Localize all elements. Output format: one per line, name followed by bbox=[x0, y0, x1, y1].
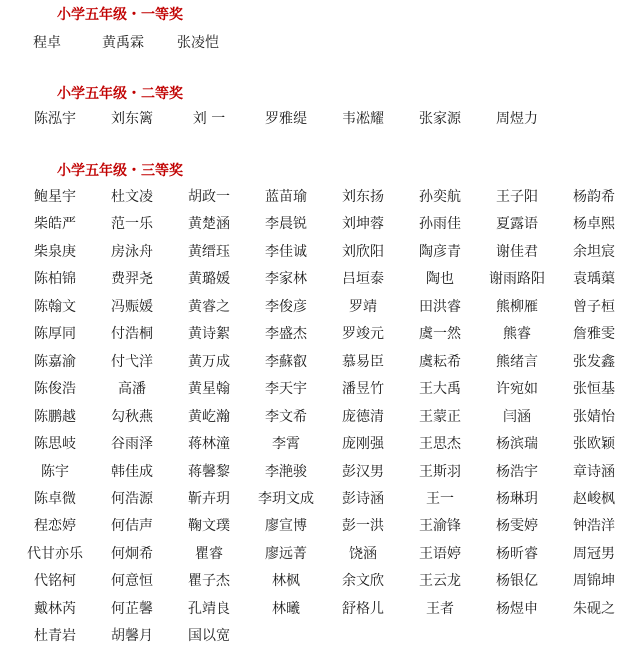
winner-name: 李盛杰 bbox=[265, 326, 307, 342]
winner-name: 黄星翰 bbox=[188, 381, 230, 397]
winner-name: 黄诗絮 bbox=[188, 326, 230, 342]
winner-name: 何芷馨 bbox=[111, 601, 153, 617]
winner-name: 林枫 bbox=[272, 573, 300, 589]
winner-name: 慕易臣 bbox=[342, 354, 384, 370]
winner-name: 代甘亦乐 bbox=[27, 546, 83, 562]
winner-name: 陈宇 bbox=[41, 464, 69, 480]
winner-name: 付弋洋 bbox=[111, 354, 153, 370]
winner-name: 胡政一 bbox=[188, 189, 230, 205]
winner-name: 柴泉庚 bbox=[34, 244, 76, 260]
winner-name: 李滟骏 bbox=[265, 464, 307, 480]
winner-name: 蒋馨黎 bbox=[188, 464, 230, 480]
winner-name: 李文希 bbox=[265, 409, 307, 425]
winner-name: 孔靖良 bbox=[188, 601, 230, 617]
winner-name: 罗雅缇 bbox=[265, 111, 307, 127]
winner-name: 李家林 bbox=[265, 271, 307, 287]
winner-name: 黄楚涵 bbox=[188, 216, 230, 232]
name-row bbox=[0, 108, 594, 130]
winner-name: 何炯希 bbox=[111, 546, 153, 562]
winner-name: 杨滨瑞 bbox=[496, 436, 538, 452]
winner-name: 冯赈媛 bbox=[111, 299, 153, 315]
winner-name: 陈鹏越 bbox=[34, 409, 76, 425]
name-row bbox=[0, 268, 615, 290]
name-row bbox=[0, 296, 615, 318]
winner-name: 杨煜申 bbox=[496, 601, 538, 617]
winner-name: 孙雨佳 bbox=[419, 216, 461, 232]
winner-name: 杨雯婷 bbox=[496, 518, 538, 534]
winner-name: 王云龙 bbox=[419, 573, 461, 589]
winner-name: 李佳诚 bbox=[265, 244, 307, 260]
name-row bbox=[0, 625, 594, 647]
winner-name: 李霄 bbox=[272, 436, 300, 452]
winner-name: 李俊彦 bbox=[265, 299, 307, 315]
winner-name: 王思杰 bbox=[419, 436, 461, 452]
winner-name: 费羿尧 bbox=[111, 271, 153, 287]
winner-name: 国以宽 bbox=[188, 628, 230, 644]
winner-name: 张凌恺 bbox=[177, 35, 219, 51]
name-row bbox=[0, 241, 615, 263]
winner-name: 饶涵 bbox=[349, 546, 377, 562]
winner-name: 代铭柯 bbox=[34, 573, 76, 589]
winner-name: 杨琳玥 bbox=[496, 491, 538, 507]
winner-name: 陶也 bbox=[426, 271, 454, 287]
winner-name: 庞刚强 bbox=[342, 436, 384, 452]
name-row bbox=[0, 378, 615, 400]
winner-name: 靳卉玥 bbox=[188, 491, 230, 507]
winner-name: 黄睿之 bbox=[188, 299, 230, 315]
winner-name: 詹雅雯 bbox=[573, 326, 615, 342]
name-row bbox=[0, 461, 615, 483]
winner-name: 林曦 bbox=[272, 601, 300, 617]
winner-name: 彭一洪 bbox=[342, 518, 384, 534]
winner-name: 陈翰文 bbox=[34, 299, 76, 315]
winner-name: 谢雨路阳 bbox=[489, 271, 545, 287]
section-title-second-prize: 小学五年级・二等奖 bbox=[57, 86, 183, 102]
winner-name: 陈思岐 bbox=[34, 436, 76, 452]
winner-name: 袁瑀蕖 bbox=[573, 271, 615, 287]
winner-name: 舒格儿 bbox=[342, 601, 384, 617]
winner-name: 蓝苗瑜 bbox=[265, 189, 307, 205]
winner-name: 刘 一 bbox=[192, 111, 226, 127]
winner-name: 陈俊浩 bbox=[34, 381, 76, 397]
winner-name: 周锦坤 bbox=[573, 573, 615, 589]
section-title-third-prize: 小学五年级・三等奖 bbox=[57, 163, 183, 179]
name-row bbox=[0, 570, 615, 592]
name-row bbox=[0, 32, 594, 54]
winner-name: 潘昱竹 bbox=[342, 381, 384, 397]
winner-name: 瞿睿 bbox=[195, 546, 223, 562]
winner-name: 廖远菁 bbox=[265, 546, 307, 562]
winner-name: 李玥文成 bbox=[258, 491, 314, 507]
winner-name: 何浩源 bbox=[111, 491, 153, 507]
winner-name: 陈嘉渝 bbox=[34, 354, 76, 370]
winner-name: 何意恒 bbox=[111, 573, 153, 589]
winner-name: 彭诗涵 bbox=[342, 491, 384, 507]
winner-name: 黄璐媛 bbox=[188, 271, 230, 287]
winner-name: 黄屹瀚 bbox=[188, 409, 230, 425]
winner-name: 李晨锐 bbox=[265, 216, 307, 232]
winner-name: 勾秋燕 bbox=[111, 409, 153, 425]
winner-name: 赵峻枫 bbox=[573, 491, 615, 507]
winner-name: 廖宣博 bbox=[265, 518, 307, 534]
winner-name: 张婧怡 bbox=[573, 409, 615, 425]
winner-name: 陈柏锦 bbox=[34, 271, 76, 287]
winner-name: 周煜力 bbox=[496, 111, 538, 127]
winner-name: 张恒基 bbox=[573, 381, 615, 397]
winner-name: 刘东篱 bbox=[111, 111, 153, 127]
winner-name: 李天宇 bbox=[265, 381, 307, 397]
name-row bbox=[0, 186, 615, 208]
winner-name: 陈厚同 bbox=[34, 326, 76, 342]
winner-name: 李蘇叡 bbox=[265, 354, 307, 370]
winner-name: 黄万成 bbox=[188, 354, 230, 370]
winner-name: 杨昕睿 bbox=[496, 546, 538, 562]
winner-name: 韩佳成 bbox=[111, 464, 153, 480]
winner-name: 柴皓严 bbox=[34, 216, 76, 232]
winner-name: 王者 bbox=[426, 601, 454, 617]
winner-name: 黄禹霖 bbox=[102, 35, 144, 51]
winner-name: 夏露语 bbox=[496, 216, 538, 232]
winner-name: 张发鑫 bbox=[573, 354, 615, 370]
name-row bbox=[0, 488, 615, 510]
winner-name: 王语婷 bbox=[419, 546, 461, 562]
winner-name: 罗竣元 bbox=[342, 326, 384, 342]
winner-name: 闫涵 bbox=[503, 409, 531, 425]
winner-name: 高潘 bbox=[118, 381, 146, 397]
winner-name: 黄缙珏 bbox=[188, 244, 230, 260]
winner-name: 吕垣泰 bbox=[342, 271, 384, 287]
section-title-first-prize: 小学五年级・一等奖 bbox=[57, 7, 183, 23]
winner-name: 杜青岩 bbox=[34, 628, 76, 644]
winner-name: 何佶声 bbox=[111, 518, 153, 534]
winner-name: 熊柳雁 bbox=[496, 299, 538, 315]
name-row bbox=[0, 406, 615, 428]
winner-name: 孙奕航 bbox=[419, 189, 461, 205]
winner-name: 陈卓微 bbox=[34, 491, 76, 507]
name-row bbox=[0, 213, 615, 235]
winner-name: 杜文凌 bbox=[111, 189, 153, 205]
winner-name: 曾子桓 bbox=[573, 299, 615, 315]
winner-name: 周冠男 bbox=[573, 546, 615, 562]
winner-name: 刘东扬 bbox=[342, 189, 384, 205]
name-row bbox=[0, 515, 615, 537]
winner-name: 罗靖 bbox=[349, 299, 377, 315]
winner-name: 熊睿 bbox=[503, 326, 531, 342]
winner-name: 杨浩宇 bbox=[496, 464, 538, 480]
winner-name: 熊绪言 bbox=[496, 354, 538, 370]
winner-name: 范一乐 bbox=[111, 216, 153, 232]
winner-name: 陈泓宇 bbox=[34, 111, 76, 127]
winner-name: 刘坤蓉 bbox=[342, 216, 384, 232]
winner-name: 房泳舟 bbox=[111, 244, 153, 260]
winner-name: 张欧颖 bbox=[573, 436, 615, 452]
winner-name: 虞耘希 bbox=[419, 354, 461, 370]
winner-name: 余坦宸 bbox=[573, 244, 615, 260]
winner-name: 余文欣 bbox=[342, 573, 384, 589]
name-row bbox=[0, 598, 615, 620]
winner-name: 庞德清 bbox=[342, 409, 384, 425]
winner-name: 王子阳 bbox=[496, 189, 538, 205]
winner-name: 彭汉男 bbox=[342, 464, 384, 480]
winner-name: 瞿子杰 bbox=[188, 573, 230, 589]
winner-name: 钟浩洋 bbox=[573, 518, 615, 534]
winner-name: 谢佳君 bbox=[496, 244, 538, 260]
winner-name: 鞠文璞 bbox=[188, 518, 230, 534]
winner-name: 王蒙正 bbox=[419, 409, 461, 425]
winner-name: 胡馨月 bbox=[111, 628, 153, 644]
winner-name: 田洪睿 bbox=[419, 299, 461, 315]
winner-name: 朱砚之 bbox=[573, 601, 615, 617]
winner-name: 杨卓熙 bbox=[573, 216, 615, 232]
winner-name: 程卓 bbox=[33, 35, 61, 51]
winner-name: 谷雨泽 bbox=[111, 436, 153, 452]
winner-name: 鲍星宇 bbox=[34, 189, 76, 205]
winner-name: 杨韵希 bbox=[573, 189, 615, 205]
winner-name: 程恋婷 bbox=[34, 518, 76, 534]
winner-name: 许宛如 bbox=[496, 381, 538, 397]
name-row bbox=[0, 433, 615, 455]
winner-name: 王斯羽 bbox=[419, 464, 461, 480]
name-row bbox=[0, 323, 615, 345]
winner-name: 王大禹 bbox=[419, 381, 461, 397]
winner-name: 虞一然 bbox=[419, 326, 461, 342]
winner-name: 王渝锋 bbox=[419, 518, 461, 534]
name-row bbox=[0, 351, 615, 373]
winner-name: 王一 bbox=[426, 491, 454, 507]
winner-name: 韦凇耀 bbox=[342, 111, 384, 127]
name-row bbox=[0, 543, 615, 565]
winner-name: 陶彦青 bbox=[419, 244, 461, 260]
winner-name: 杨银亿 bbox=[496, 573, 538, 589]
winner-name: 付浩桐 bbox=[111, 326, 153, 342]
winner-name: 张家源 bbox=[419, 111, 461, 127]
winner-name: 戴林芮 bbox=[34, 601, 76, 617]
winner-name: 蒋林潼 bbox=[188, 436, 230, 452]
winner-name: 章诗涵 bbox=[573, 464, 615, 480]
winner-name: 刘欣阳 bbox=[342, 244, 384, 260]
